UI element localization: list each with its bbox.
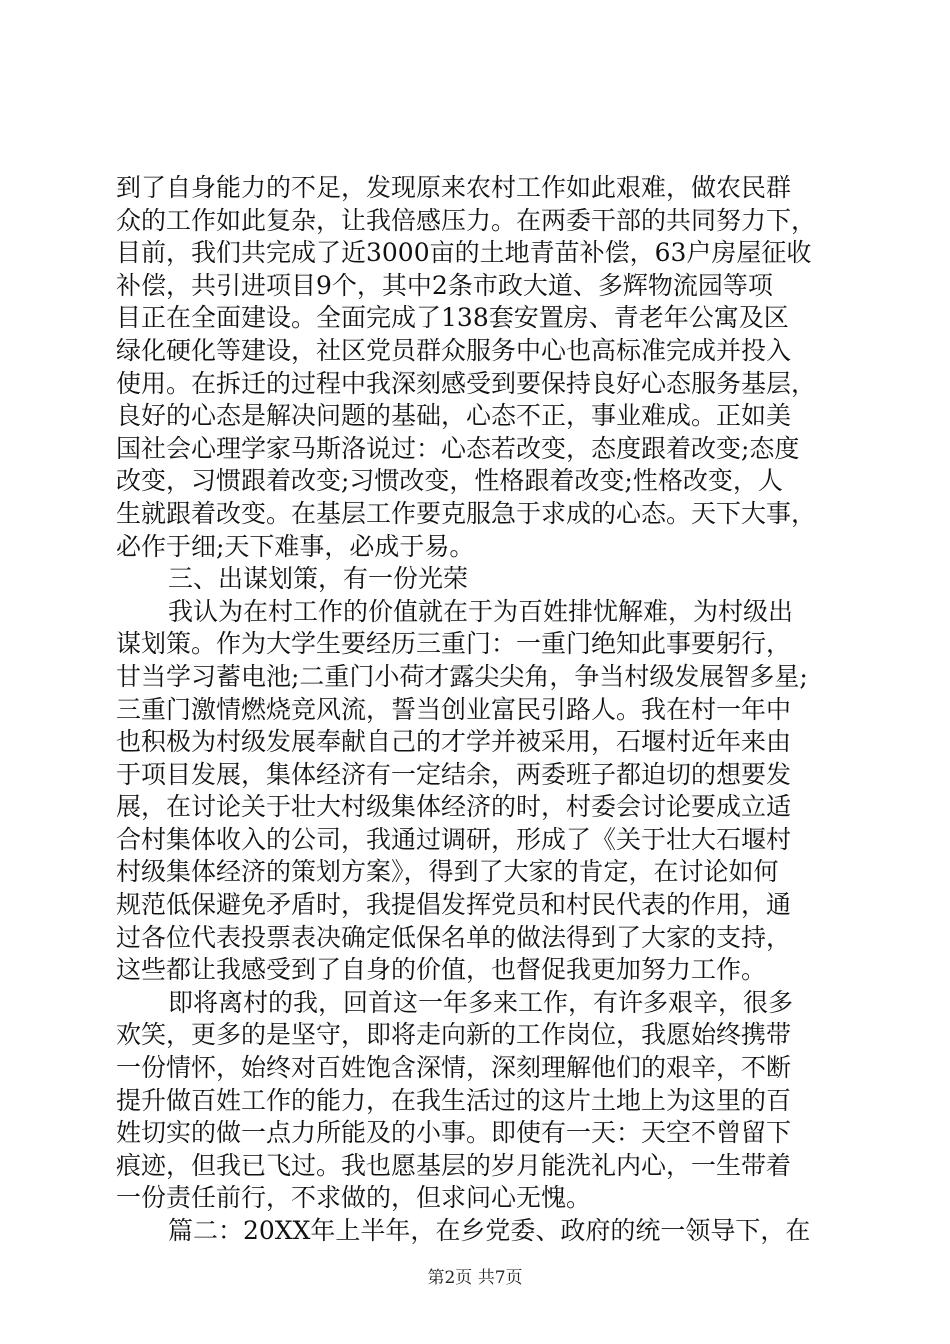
body-text <box>116 172 836 1248</box>
text-line: 目前，我们共完成了近3000亩的土地青苗补偿，63户房屋征收 <box>116 238 812 268</box>
text-line: 合村集体收入的公司，我通过调研，形成了《关于壮大石堰村 <box>116 824 792 854</box>
text-line: 补偿，共引进项目9个，其中2条市政大道、多辉物流园等项 <box>116 270 773 300</box>
text-line: 谋划策。作为大学生要经历三重门：一重门绝知此事要躬行， <box>116 629 792 659</box>
text-line: 于项目发展，集体经济有一定结余，两委班子都迫切的想要发 <box>116 759 792 789</box>
text-line: 痕迹，但我已飞过。我也愿基层的岁月能洗礼内心，一生带着 <box>116 1150 792 1180</box>
text-line: 绿化硬化等建设，社区党员群众服务中心也高标准完成并投入 <box>116 335 792 365</box>
text-line: 良好的心态是解决问题的基础，心态不正，事业难成。正如美 <box>116 401 792 431</box>
text-line: 目正在全面建设。全面完成了138套安置房、青老年公寓及区 <box>116 303 789 333</box>
text-line: 三重门激情燃烧竞风流，誓当创业富民引路人。我在村一年中 <box>116 694 792 724</box>
text-line: 一份情怀，始终对百姓饱含深情，深刻理解他们的艰辛，不断 <box>116 1053 792 1083</box>
text-line: 展，在讨论关于壮大村级集体经济的时，村委会讨论要成立适 <box>116 792 792 822</box>
text-line: 提升做百姓工作的能力，在我生活过的这片土地上为这里的百 <box>116 1085 792 1115</box>
text-line: 必作于细;天下难事，必成于易。 <box>116 531 475 561</box>
text-line: 篇二：20XX年上半年，在乡党委、政府的统一领导下，在 <box>168 1216 811 1245</box>
text-line: 国社会心理学家马斯洛说过：心态若改变，态度跟着改变;态度 <box>116 433 800 463</box>
text-line: 我认为在村工作的价值就在于为百姓排忧解难，为村级出 <box>168 596 794 626</box>
text-line: 欢笑，更多的是坚守，即将走向新的工作岗位，我愿始终携带 <box>116 1020 792 1050</box>
text-line: 一份责任前行，不求做的，但求问心无愧。 <box>116 1183 592 1213</box>
text-line: 也积极为村级发展奉献自己的才学并被采用，石堰村近年来由 <box>116 727 792 757</box>
text-line: 生就跟着改变。在基层工作要克服急于求成的心态。天下大事， <box>116 498 817 528</box>
text-line: 到了自身能力的不足，发现原来农村工作如此艰难，做农民群 <box>116 173 792 202</box>
text-line: 改变，习惯跟着改变;习惯改变，性格跟着改变;性格改变，人 <box>116 466 783 496</box>
text-line: 使用。在拆迁的过程中我深刻感受到要保持良好心态服务基层， <box>116 368 817 398</box>
text-line: 规范低保避免矛盾时，我提倡发挥党员和村民代表的作用，通 <box>116 890 792 920</box>
page-number: 第2页 共7页 <box>427 1268 523 1288</box>
text-line: 过各位代表投票表决确定低保名单的做法得到了大家的支持， <box>116 922 792 952</box>
text-line: 甘当学习蓄电池;二重门小荷才露尖尖角，争当村级发展智多星; <box>116 661 808 691</box>
text-line: 村级集体经济的策划方案》，得到了大家的肯定，在讨论如何 <box>116 857 779 887</box>
text-line: 众的工作如此复杂，让我倍感压力。在两委干部的共同努力下， <box>116 205 817 235</box>
section-heading: 三、出谋划策，有一份光荣 <box>168 564 469 594</box>
text-line: 姓切实的做一点力所能及的小事。即使有一天：天空不曾留下 <box>116 1118 792 1148</box>
text-line: 即将离村的我，回首这一年多来工作，有许多艰辛，很多 <box>168 987 794 1017</box>
page-footer <box>0 1267 950 1289</box>
text-line: 这些都让我感受到了自身的价值，也督促我更加努力工作。 <box>116 955 767 985</box>
